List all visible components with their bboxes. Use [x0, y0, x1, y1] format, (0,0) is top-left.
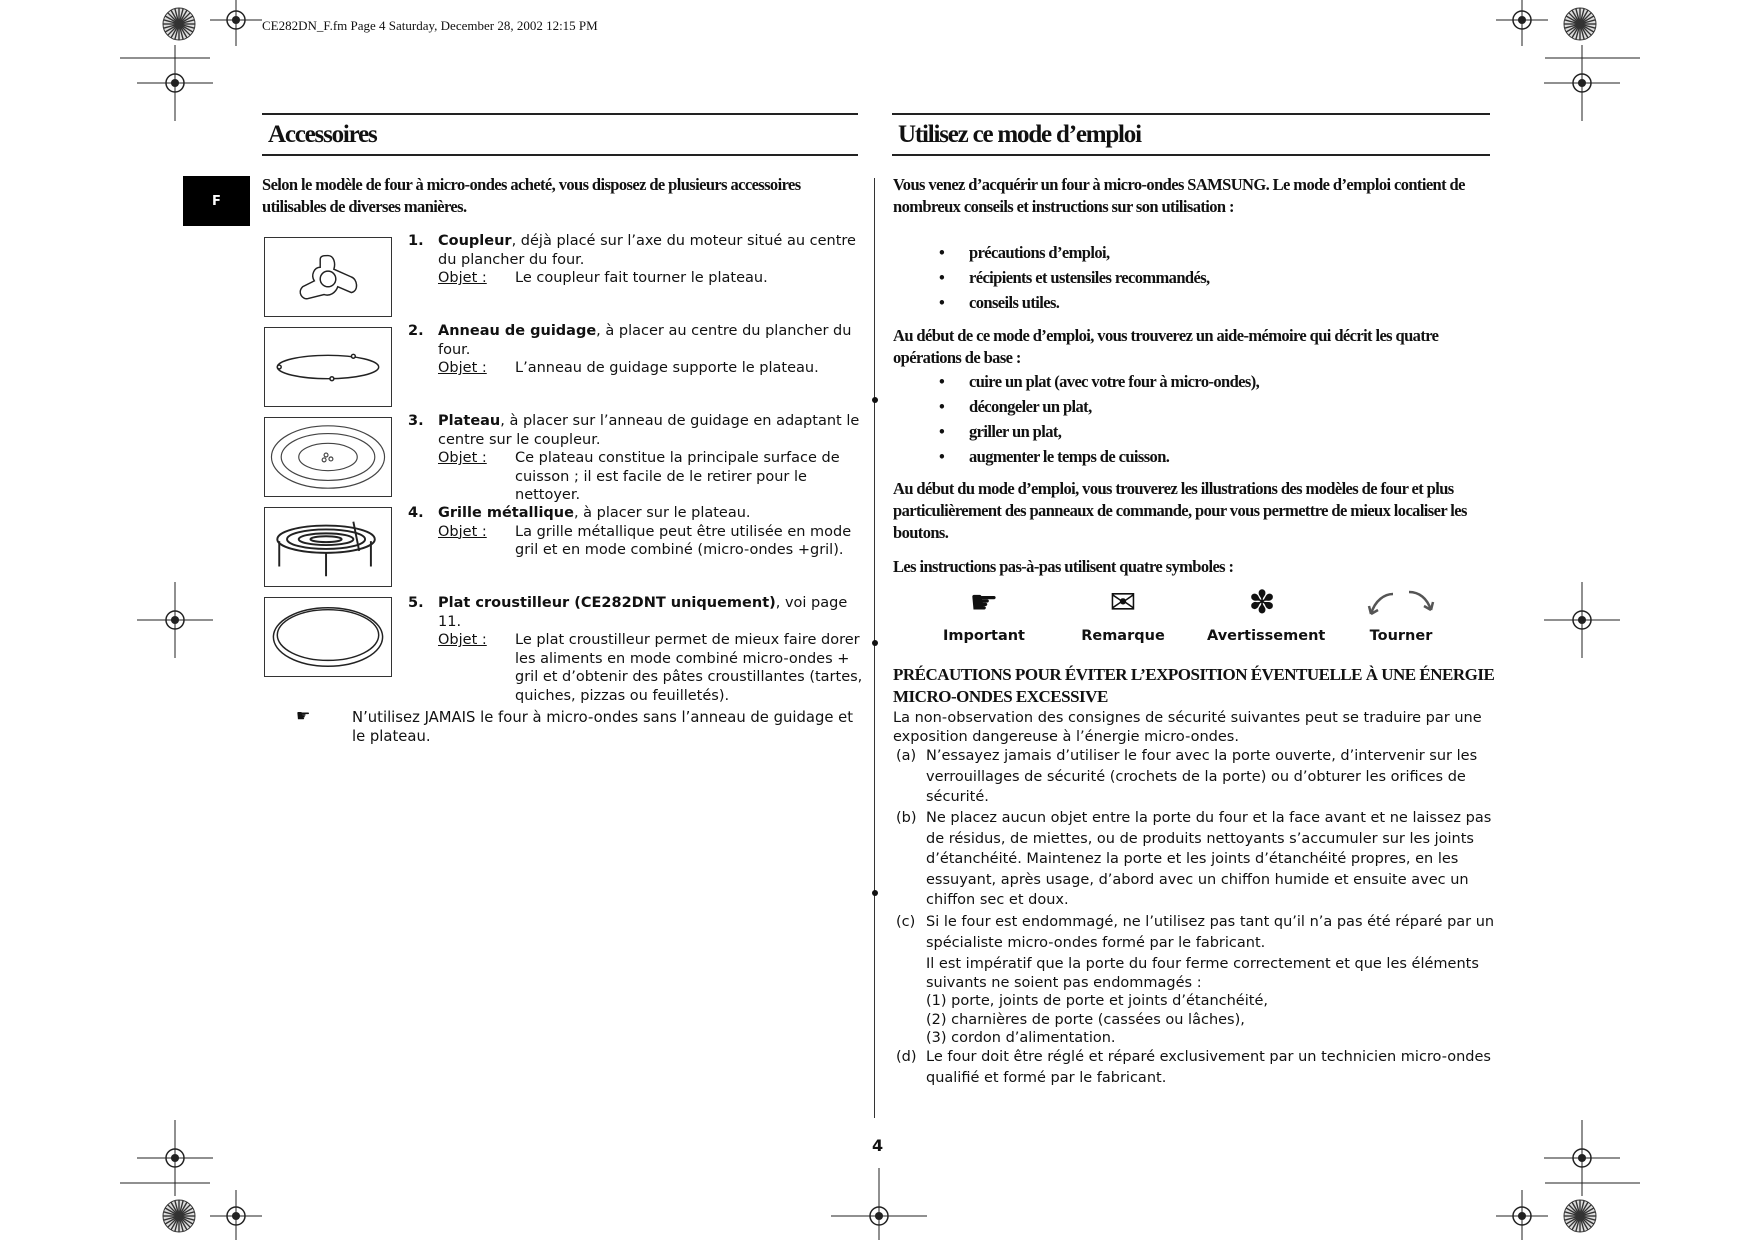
accessory-objet: Le plat croustilleur permet de mieux faire dorer les aliments en mode combiné micro-ondes + gril et d’obtenir des pâtes croustillantes (tartes, quiches, pizzas ou feuilletés).: [515, 632, 863, 704]
accessory-objet: Ce plateau constitue la principale surface de cuisson ; il est facile de le retirer pour le nettoyer.: [515, 450, 840, 503]
manual-intro: Vous venez d’acquérir un four à micro-ondes SAMSUNG. Le mode d’emploi contient de nombreux conseils et instructions sur son utilisation :: [893, 175, 1465, 216]
note-envelope-icon: ✉: [1109, 583, 1137, 621]
symbol-rotate: [1346, 582, 1456, 644]
precaution-sublist: (1) porte, joints de porte et joints d’étanchéité,: [926, 993, 1268, 1009]
registration-dot: [875, 1212, 883, 1220]
accessory-name: Anneau de guidage: [438, 323, 597, 339]
symbols-intro: Les instructions pas-à-pas utilisent quatre symboles :: [893, 557, 1234, 576]
accessory-desc: , à placer au centre du plancher du four.: [438, 323, 852, 358]
metal-rack-icon: [264, 507, 392, 587]
list-item: • décongeler un plat,: [939, 397, 1092, 416]
accessory-number: 1.: [408, 233, 424, 249]
registration-dot: [232, 1212, 240, 1220]
accessories-warning: N’utilisez JAMAIS le four à micro-ondes sans l’anneau de guidage et le plateau.: [352, 709, 854, 745]
accessory-item: [408, 504, 863, 560]
accessory-name: Plat croustilleur (CE282DNT uniquement): [438, 595, 776, 611]
divider-dot: [872, 397, 878, 403]
list-item: • précautions d’emploi,: [939, 243, 1110, 262]
accessory-objet: La grille métallique peut être utilisée en mode gril et en mode combiné (micro-ondes +gril).: [515, 523, 852, 558]
precaution-sublist: (2) charnières de porte (cassées ou lâches),: [926, 1011, 1245, 1028]
rule-bottom-left: [262, 154, 858, 156]
registration-dot: [171, 79, 179, 87]
language-tab: F: [183, 176, 250, 226]
roller-ring-icon: [264, 327, 392, 407]
accessory-number: 2.: [408, 323, 424, 339]
symbol-important: [929, 582, 1039, 644]
objet-label: Objet :: [438, 523, 487, 540]
operations-intro: Au début de ce mode d’emploi, vous trouverez un aide-mémoire qui décrit les quatre opérations de base :: [893, 326, 1439, 367]
registration-dot: [1578, 79, 1586, 87]
precaution-item: (a) N’essayez jamais d’utiliser le four avec la porte ouverte, d’intervenir sur les verrouillages de sécurité (crochets de la porte) ou d’obturer les orifices de sécurité.: [896, 748, 1478, 805]
registration-dot: [1578, 1154, 1586, 1162]
registration-dot: [1518, 1212, 1526, 1220]
turntable-icon: [264, 417, 392, 497]
crusty-plate-icon: [264, 597, 392, 677]
file-header: CE282DN_F.fm Page 4 Saturday, December 28, 2002 12:15 PM: [262, 18, 598, 33]
accessories-title: Accessoires: [268, 121, 377, 148]
list-item: • griller un plat,: [939, 422, 1062, 441]
accessory-number: 4.: [408, 505, 424, 521]
accessory-desc: , voi page 11.: [438, 595, 848, 630]
accessories-intro: Selon le modèle de four à micro-ondes acheté, vous disposez de plusieurs accessoires utilisables de diverses manières.: [262, 175, 801, 216]
precautions-intro: La non-observation des consignes de sécurité suivantes peut se traduire par une exposition dangereuse à l’énergie micro-ondes.: [893, 710, 1482, 745]
illustrations-text: Au début du mode d’emploi, vous trouverez les illustrations des modèles de four et plus particulièrement des panneaux de commande, pour vous permettre de mieux localiser les boutons.: [893, 479, 1467, 542]
precaution-item: (d) Le four doit être réglé et réparé exclusivement par un technicien micro-ondes qualifié et formé par le fabricant.: [896, 1049, 1491, 1086]
registration-dot: [232, 16, 240, 24]
precautions-title: PRÉCAUTIONS POUR ÉVITER L’EXPOSITION ÉVENTUELLE À UNE ÉNERGIE MICRO-ONDES EXCESSIVE: [893, 665, 1495, 706]
accessory-name: Coupleur: [438, 233, 512, 249]
pointing-hand-icon: ☛: [296, 706, 311, 725]
symbol-label: Tourner: [1369, 628, 1433, 644]
accessory-item: [408, 594, 863, 705]
rule-top-right: [892, 113, 1490, 115]
symbol-warning: [1207, 582, 1326, 644]
objet-label: Objet :: [438, 360, 487, 376]
accessory-objet: Le coupleur fait tourner le plateau.: [515, 270, 768, 286]
accessory-objet: L’anneau de guidage supporte le plateau.: [515, 360, 819, 376]
symbol-label: Avertissement: [1207, 628, 1326, 644]
precaution-extra: Il est impératif que la porte du four ferme correctement et que les éléments suivants ne soient pas endommagés :: [926, 956, 1479, 991]
registration-dot: [1518, 16, 1526, 24]
warning-flower-icon: ✽: [1248, 583, 1276, 621]
divider-dot: [872, 640, 878, 646]
accessory-item: [408, 412, 863, 505]
symbol-label: Important: [943, 628, 1025, 644]
accessory-name: Plateau: [438, 413, 501, 429]
registration-dot: [1578, 616, 1586, 624]
accessory-item: [408, 232, 863, 288]
rule-bottom-right: [892, 154, 1490, 156]
accessory-desc: , déjà placé sur l’axe du moteur situé au centre du plancher du four.: [438, 233, 856, 268]
registration-dot: [171, 1154, 179, 1162]
precaution-sublist: (3) cordon d’alimentation.: [926, 1030, 1116, 1046]
list-item: • récipients et ustensiles recommandés,: [939, 268, 1210, 287]
coupler-icon: [264, 237, 392, 317]
accessory-number: 5.: [408, 595, 424, 611]
list-item: • augmenter le temps de cuisson.: [939, 447, 1170, 466]
objet-label: Objet :: [438, 270, 487, 286]
list-item: • conseils utiles.: [939, 293, 1060, 312]
symbol-label: Remarque: [1081, 628, 1165, 644]
list-item: • cuire un plat (avec votre four à micro-ondes),: [939, 372, 1260, 391]
pointing-hand-icon: ☛: [969, 583, 999, 621]
accessory-number: 3.: [408, 413, 424, 429]
manual-title: Utilisez ce mode d’emploi: [898, 121, 1141, 148]
objet-label: Objet :: [438, 450, 487, 466]
rotate-arrows-icon: [1346, 582, 1456, 622]
page-number: 4: [872, 1136, 884, 1155]
accessory-name: Grille métallique: [438, 505, 574, 521]
divider-dot: [872, 890, 878, 896]
precaution-item: (c) Si le four est endommagé, ne l’utilisez pas tant qu’il n’a pas été réparé par un spécialiste micro-ondes formé par le fabricant. Il est impératif que la porte du four ferme correctement et que les éléments suivants ne soient pas endommagés : (1) porte, joints de porte et joints d’étanchéité, (2) charnières de porte (cassées ou lâches), (3) cordon d’alimentation.: [896, 914, 1495, 1046]
accessory-desc: , à placer sur le plateau.: [573, 505, 751, 521]
symbol-note: [1068, 582, 1178, 644]
accessory-desc: , à placer sur l’anneau de guidage en adaptant le centre sur le coupleur.: [438, 413, 860, 448]
column-divider: [874, 178, 875, 1118]
objet-label: Objet :: [438, 632, 487, 648]
accessory-item: [408, 322, 863, 378]
rule-top-left: [262, 113, 858, 115]
precaution-item: (b) Ne placez aucun objet entre la porte du four et la face avant et ne laissez pas de résidus, de miettes, ou de produits nettoyants s’accumuler sur les joints d’étanchéité. Maintenez la porte et les joints d’étanchéité propres, en les essuyant, après usage, d’abord avec un chiffon humide et ensuite avec un chiffon sec et doux.: [896, 810, 1492, 908]
registration-dot: [171, 616, 179, 624]
